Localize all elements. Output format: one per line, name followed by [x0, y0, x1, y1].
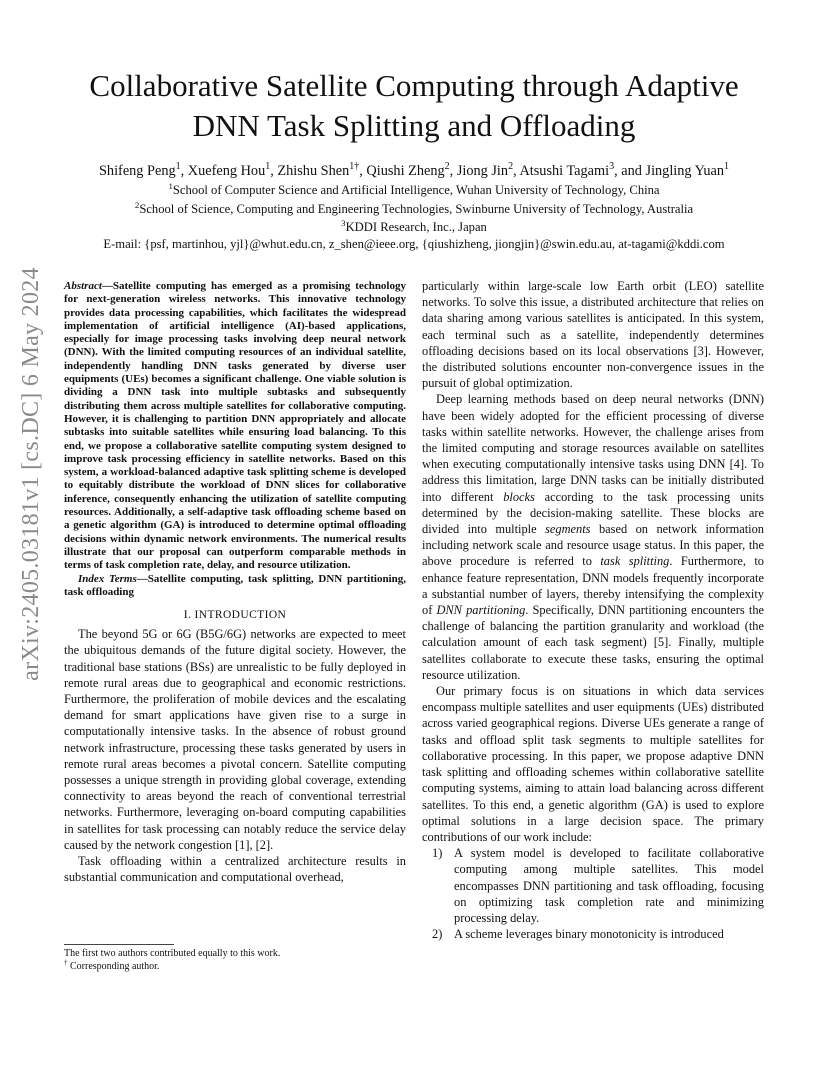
abstract — [64, 280, 406, 573]
author-list: Shifeng Peng$^1$, Xuefeng Hou$^1$, Zhishu Shen$^{1\dagger}$, Qiushi Zheng$^2$, Jiong Jin$^2$, Atsushi Tagami$^3$, and Jingling Yuan$^1$ — [98, 161, 729, 179]
arxiv-identifier: arXiv:2405.03181v1 [cs.DC] 6 May 2024 — [18, 267, 44, 681]
author: Qiushi Zheng$^2$ — [366, 161, 450, 179]
paragraph: The beyond 5G or 6G (B5G/6G) networks are expected to meet the ubiquitous demands of the future digital society. However, the traditional base stations (BSs) are unrealistic to be fully deployed in remote rural areas due to geographical and economic restrictions. Furthermore, the proliferation of mobile devices and the escalating demand for smart applications have given rise to a surge in computationally intensive tasks. In the absence of robust ground network infrastructure, processing these tasks generated by users in remote rural areas becomes a pivotal concern. Satellite computing possesses a unique strength in providing global coverage, extending connectivity to areas beyond the reach of conventional terrestrial networks. Furthermore, leveraging on-board computing capabilities in satellites for task processing can notably reduce the service delay caused by the network congestion [1], [2]. — [64, 627, 406, 852]
list-item: 1) A system model is developed to facilitate collaborative computing among multiple satellites. This model encompasses DNN partitioning and task offloading, focusing on optimizing task completion rate and minimizing processing delay. — [432, 846, 764, 925]
title-line-1: Collaborative Satellite Computing through Adaptive — [89, 68, 739, 103]
abstract-text: —Satellite computing has emerged as a promising technology for next-generation wireless networks. This innovative technology provides data processing capabilities, which facilitates the widespread implementation of artificial intelligence (AI)-based applications, especially for image processing tasks involving deep neural network (DNN). With the limited computing resources of an individual satellite, independently handling DNN tasks generated by diverse user equipments (UEs) becomes a significant challenge. One viable solution is dividing a DNN task into multiple subtasks and subsequently distributing them across multiple satellites for collaborative computing. However, it is challenging to partition DNN appropriately and allocate subtasks into suitable satellites while ensuring load balancing. To this end, we propose a collaborative satellite computing system designed to improve task processing efficiency in satellite networks. Based on this system, a workload-balanced adaptive task splitting scheme is developed to equitably distribute the workload of DNN slices for collaborative inference, consequently enhancing the utilization of satellite computing resources. Additionally, a self-adaptive task offloading scheme based on a genetic algorithm (GA) is introduced to determine optimal offloading decisions within dynamic network environments. The numerical results illustrate that our proposal can outperform comparable methods in terms of task completion rate, delay, and resource utilization. — [64, 280, 406, 572]
author: Shifeng Peng$^1$ — [98, 161, 181, 179]
section-heading: I. INTRODUCTION — [183, 609, 287, 622]
author: Zhishu Shen$^{1\dagger}$ — [277, 161, 360, 179]
index-terms — [64, 573, 406, 600]
footnotes — [64, 944, 406, 973]
footnote-rule — [64, 944, 174, 945]
paragraph: Deep learning methods based on deep neural networks (DNN) have been widely adopted for the efficient processing of diverse tasks within satellite networks. However, the challenge arises from the limited computing and storage resources available on satellites when executing computationally intensive tasks using DNN [4]. To address this limitation, large DNN tasks can be initially distributed into different blocks according to the task processing units determined by the decision-making satellite. These blocks are divided into multiple segments based on network information including network scale and resource usage status. In this paper, the above procedure is referred to task splitting. Furthermore, to enhance feature representation, DNN models frequently incorporate a substantial number of layers, thereby intensifying the complexity of DNN partitioning. Specifically, DNN partitioning encounters the challenge of balancing the partition granularity and workload (the calculation amount of each task segment) [5]. Finally, multiple satellites collaborate to execute these tasks, ensuring the optimal resource utilization. — [422, 392, 765, 682]
abstract-heading: Abstract — [64, 280, 102, 292]
paragraph: Task offloading within a centralized architecture results in substantial communication and computational overhead, — [64, 853, 406, 885]
affiliation-2: $^2$School of Science, Computing and Engineering Technologies, Swinburne University of Technology, Australia — [134, 199, 694, 216]
author: Atsushi Tagami$^3$ — [519, 161, 615, 179]
footnote: † Corresponding author. — [64, 958, 160, 972]
author: Jiong Jin$^2$ — [456, 161, 514, 179]
paper-title — [40, 66, 788, 146]
footnote: The first two authors contributed equally to this work. — [64, 948, 281, 959]
left-column — [64, 280, 406, 885]
email-line: E-mail: {psf, martinhou, yjl}@whut.edu.cn, z_shen@ieee.org, {qiushizheng, jiongjin}@swin.edu.au, at-tagami@kddi.com — [103, 237, 725, 251]
contributions-list — [422, 845, 764, 942]
author: Jingling Yuan$^1$ — [645, 161, 729, 179]
right-column — [422, 278, 764, 942]
index-terms-text: —Satellite computing, task splitting, DNN partitioning, task offloading — [64, 572, 406, 598]
author: Xuefeng Hou$^1$ — [187, 161, 271, 179]
affiliation-1: $^1$School of Computer Science and Artificial Intelligence, Wuhan University of Technology, China — [168, 180, 660, 197]
index-terms-heading: Index Terms — [78, 572, 137, 585]
list-item: 2) A scheme leverages binary monotonicity is introduced — [432, 927, 724, 942]
title-line-2: DNN Task Splitting and Offloading — [192, 108, 636, 143]
paragraph: Our primary focus is on situations in which data services encompass multiple satellites and user equipments (UEs) distributed across varied geographical regions. Diverse UEs generate a range of tasks and offload split task segments to multiple satellites for collaborative processing. In this paper, we propose adaptive DNN task splitting and offloading schemes within collaborative satellite computing systems, aiming to attain load balancing across different satellites. To this end, a genetic algorithm (GA) is used to explore optimal solutions in a large decision space. The primary contributions of our work include: — [422, 684, 764, 844]
affiliation-3: $^3$KDDI Research, Inc., Japan — [341, 217, 487, 234]
paragraph: particularly within large-scale low Earth orbit (LEO) satellite networks. To solve this issue, a distributed architecture that relies on data sharing among various satellites is anticipated. In this system, each terminal such as a satellite, independently determines offloading decisions based on its local observations [3]. However, the distributed solutions encounter non-convergence issues in the pursuit of global optimization. — [422, 279, 764, 391]
